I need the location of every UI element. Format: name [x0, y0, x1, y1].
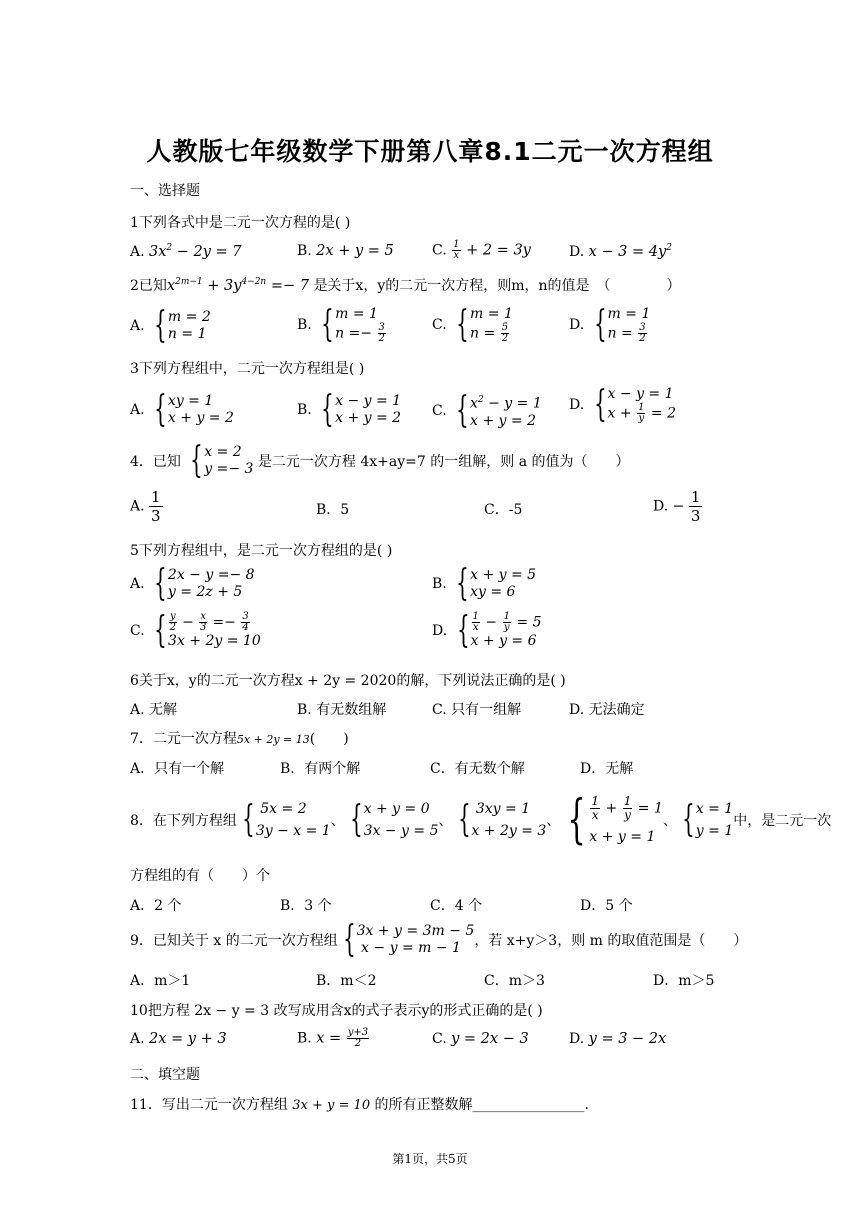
question-6-option-a: A. 无解	[130, 702, 178, 718]
question-7-option-d: D．无解	[580, 761, 634, 777]
question-3-option-b: B. { x − y = 1 x + y = 2	[297, 389, 402, 430]
question-8-option-c: C．4 个	[430, 898, 483, 914]
question-10-option-d: D. y = 3 − 2x	[569, 1031, 667, 1047]
question-2-option-c: C. { m = 1 n = $\frac{5}{2}$	[432, 304, 513, 345]
question-3-option-c: C. { $x^2 - y = 1$ x + y = 2	[432, 389, 542, 431]
question-1-option-b: B. 2x + y = 5	[297, 243, 394, 259]
question-4-option-a: A. $\frac{1}{3}$	[130, 488, 161, 525]
question-10-option-a: A. 2x = y + 3	[130, 1031, 227, 1047]
question-9-option-b: B．m＜2	[316, 973, 377, 989]
question-11-stem: 11．写出二元一次方程组 3x + y = 10 的所有正整数解________________.	[130, 1097, 589, 1113]
question-4-option-b: B．5	[316, 502, 350, 518]
question-8-option-b: B．3 个	[280, 898, 332, 914]
question-8-stem-cont: 方程组的有（ ）个	[130, 868, 270, 884]
question-5-option-d: D. { $\frac{1}{x}$ − $\frac{1}{y}$ = 5 x + y = 6	[432, 610, 542, 651]
question-2-option-d: D. { m = 1 n = $\frac{3}{2}$	[569, 304, 651, 345]
question-5-stem: 5下列方程组中，是二元一次方程组的是( )	[130, 543, 393, 559]
question-5-option-b: B. { x + y = 5 xy = 6	[432, 563, 537, 604]
question-6-option-c: C. 只有一组解	[432, 702, 522, 718]
question-2-option-b: B. { m = 1 n =− $\frac{3}{2}$	[297, 304, 385, 345]
question-10-stem: 10把方程 2x − y = 3 改写成用含x的式子表示y的形式正确的是( )	[130, 1003, 543, 1019]
question-9-option-c: C．m＞3	[484, 973, 545, 989]
question-8-stem: 8．在下列方程组 { 5x = 2 3y − x = 1 、 { x + y = 0 3x − y = 5 、 { 3xy = 1 x + 2y = 3 、 { $\frac{1}{x}$ + $\frac{1}{y}$ = 1 x + y = 1 、 { x = 1 y = 1 中，是二元一次	[130, 790, 832, 850]
question-4-option-c: C．-5	[484, 502, 523, 518]
question-9-option-a: A．m＞1	[130, 973, 191, 989]
question-2-stem: 2已知$x^{2m-1} + 3y^{4-2n} =- 7$ 是关于x，y的二元一次方程，则m，n的值是 （ ）	[130, 277, 681, 294]
question-3-option-a: A. { xy = 1 x + y = 2	[130, 389, 234, 430]
section-choice: 一、选择题	[130, 183, 200, 199]
question-7-option-b: B．有两个解	[280, 761, 361, 777]
question-1-option-c: C. $\frac{1}{x}$ + 2 = 3y	[432, 239, 531, 261]
question-4-option-d: D. − $\frac{1}{3}$	[653, 488, 701, 525]
question-7-option-c: C．有无数个解	[430, 761, 525, 777]
question-1-option-d: D. $x - 3 = 4y^2$	[569, 243, 672, 260]
question-3-stem: 3下列方程组中，二元一次方程组是( )	[130, 361, 365, 377]
page-footer: 第1页，共5页	[392, 1152, 468, 1166]
question-9-option-d: D．m＞5	[653, 973, 715, 989]
question-2-option-a: A. { m = 2 n = 1	[130, 305, 211, 346]
question-1-stem: 1下列各式中是二元一次方程的是( )	[130, 215, 351, 231]
question-9-stem: 9．已知关于 x 的二元一次方程组 { 3x + y = 3m − 5 x − y = m − 1 ，若 x+y＞3，则 m 的取值范围是（ ）	[130, 919, 748, 960]
section-fill: 二、填空题	[130, 1067, 200, 1083]
question-7-option-a: A．只有一个解	[130, 761, 225, 777]
question-3-option-d: D. { x − y = 1 x + $\frac{1}{y}$ = 2	[569, 384, 676, 425]
question-10-option-b: B. x = $\frac{y+3}{2}$	[297, 1027, 369, 1049]
question-10-option-c: C. y = 2x − 3	[432, 1031, 529, 1047]
question-5-option-c: C. { $\frac{y}{2}$ − $\frac{x}{3}$ =− $\frac{3}{4}$ 3x + 2y = 10	[130, 610, 261, 651]
question-1-option-a: A. $3x^2 - 2y = 7$	[130, 243, 242, 260]
question-8-option-d: D．5 个	[580, 898, 633, 914]
question-6-option-b: B. 有无数组解	[297, 702, 387, 718]
question-5-option-a: A. { 2x − y =− 8 y = 2z + 5	[130, 563, 255, 604]
question-7-stem: 7．二元一次方程5x + 2y = 13( )	[130, 731, 349, 747]
question-6-option-d: D. 无法确定	[569, 702, 645, 718]
question-4-stem: 4．已知 { x = 2 y =− 3 是二元一次方程 4x+ay=7 的一组解，则 a 的值为（ ）	[130, 440, 630, 481]
page-title: 人教版七年级数学下册第八章8.1二元一次方程组	[146, 137, 714, 166]
question-6-stem: 6关于x，y的二元一次方程x + 2y = 2020的解，下列说法正确的是( )	[130, 673, 566, 689]
question-8-option-a: A．2 个	[130, 898, 182, 914]
